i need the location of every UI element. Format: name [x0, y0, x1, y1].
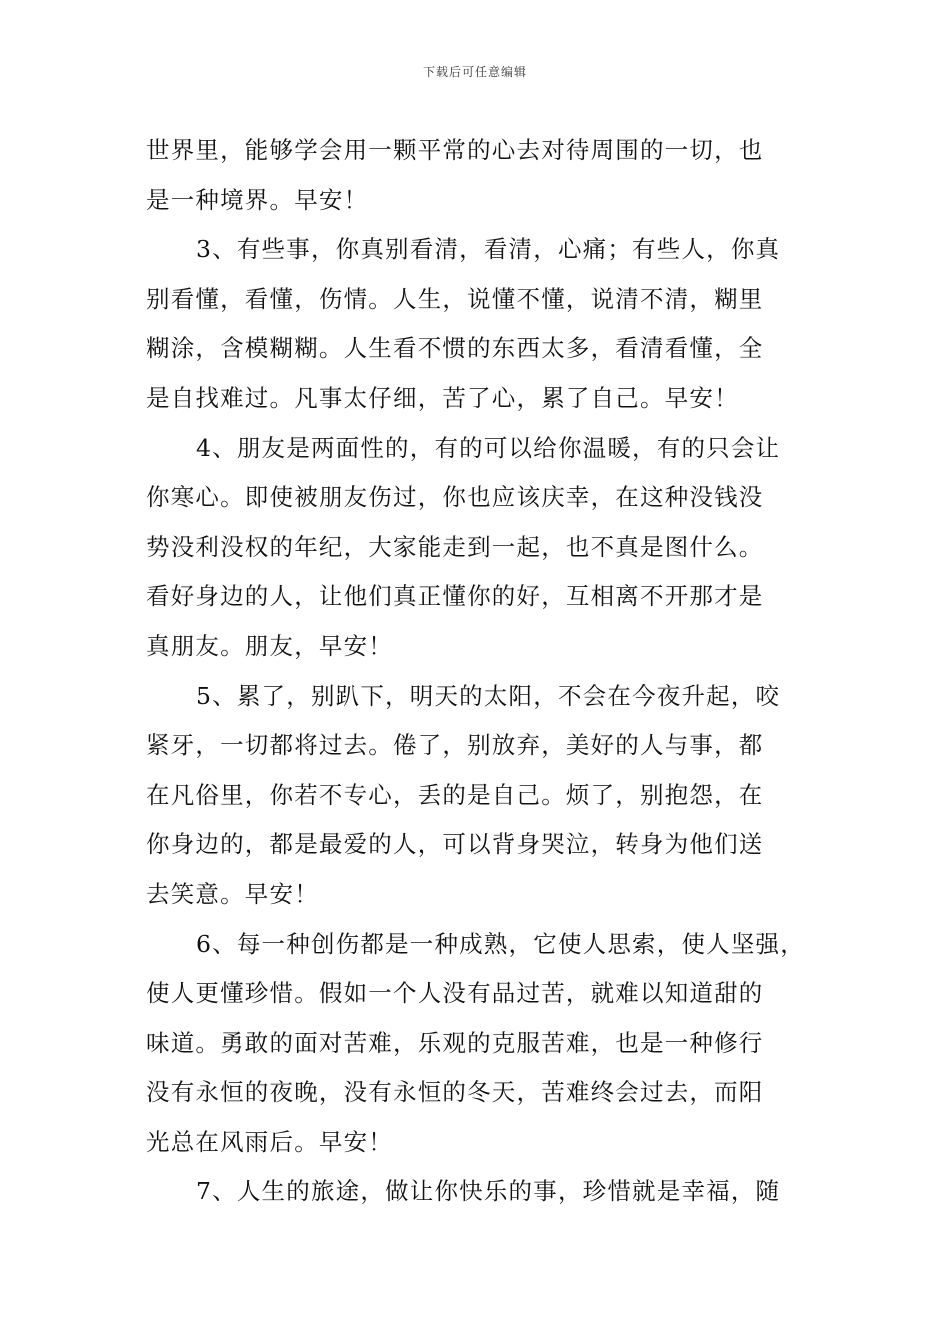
text-line: 紧牙，一切都将过去。倦了，别放弃，美好的人与事，都 [146, 731, 764, 760]
text-line: 势没利没权的年纪，大家能走到一起，也不真是图什么。 [146, 532, 764, 561]
document-body [146, 126, 836, 1217]
text-line: 没有永恒的夜晚，没有永恒的冬天，苦难终会过去，而阳 [146, 1078, 764, 1107]
paragraph-start-5: 5、累了，别趴下，明天的太阳，不会在今夜升起，咬 [196, 681, 781, 710]
text-line: 你身边的，都是最爱的人，可以背身哭泣，转身为他们送 [146, 830, 764, 859]
text-line: 光总在风雨后。早安！ [146, 1127, 393, 1156]
text-line: 是一种境界。早安！ [146, 185, 369, 214]
text-line: 使人更懂珍惜。假如一个人没有品过苦，就难以知道甜的 [146, 979, 764, 1008]
text-line: 真朋友。朋友，早安！ [146, 631, 393, 660]
text-line: 去笑意。早安！ [146, 879, 319, 908]
text-line: 糊涂，含模糊糊。人生看不惯的东西太多，看清看懂，全 [146, 334, 764, 363]
paragraph-start-4: 4、朋友是两面性的，有的可以给你温暖，有的只会让 [196, 433, 781, 462]
paragraph-start-7: 7、人生的旅途，做让你快乐的事，珍惜就是幸福，随 [196, 1177, 781, 1206]
text-line: 味道。勇敢的面对苦难，乐观的克服苦难，也是一种修行 [146, 1028, 764, 1057]
page-header: 下载后可任意编辑 [422, 65, 527, 79]
paragraph-start-3: 3、有些事，你真别看清，看清，心痛；有些人，你真 [196, 235, 781, 264]
text-line: 别看懂，看懂，伤情。人生，说懂不懂，说清不清，糊里 [146, 284, 764, 313]
paragraph-start-6: 6、每一种创伤都是一种成熟，它使人思索，使人坚强， [196, 929, 805, 958]
text-line: 世界里，能够学会用一颗平常的心去对待周围的一切，也 [146, 136, 764, 164]
text-line: 在凡俗里，你若不专心，丢的是自己。烦了，别抱怨，在 [146, 780, 764, 809]
text-line: 你寒心。即使被朋友伤过，你也应该庆幸，在这种没钱没 [146, 483, 764, 512]
text-line: 是自找难过。凡事太仔细，苦了心，累了自己。早安！ [146, 383, 739, 412]
text-line: 看好身边的人，让他们真正懂你的好，互相离不开那才是 [146, 582, 764, 611]
